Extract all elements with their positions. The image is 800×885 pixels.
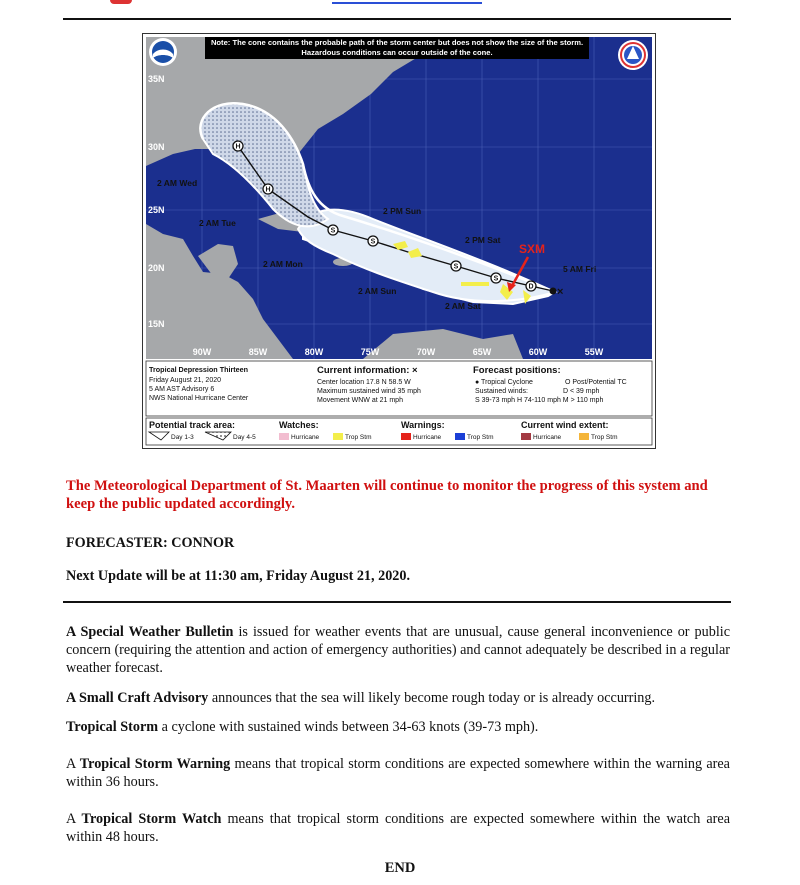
nws-logo-icon bbox=[618, 40, 648, 70]
movement: Movement WNW at 21 mph bbox=[317, 397, 403, 404]
sustained-label: Sustained winds: bbox=[475, 388, 528, 395]
svg-text:Trop Stm: Trop Stm bbox=[345, 434, 372, 441]
end-marker: END bbox=[384, 860, 416, 876]
storm-name: Tropical Depression Thirteen bbox=[149, 365, 249, 374]
info-panel bbox=[146, 361, 652, 416]
svg-text:20N: 20N bbox=[148, 263, 165, 273]
svg-text:60W: 60W bbox=[528, 347, 548, 357]
definition-small-craft: A Small Craft Advisory announces that the sea will likely become rough today or is already occurring. bbox=[66, 690, 656, 706]
legend-row bbox=[146, 418, 652, 445]
svg-text:Day 1-3: Day 1-3 bbox=[171, 434, 194, 441]
svg-text:2 AM Mon: 2 AM Mon bbox=[263, 259, 303, 269]
svg-text:2 AM Tue: 2 AM Tue bbox=[199, 218, 236, 228]
warnings-title: Warnings: bbox=[401, 420, 445, 430]
max-wind: Maximum sustained wind 35 mph bbox=[317, 388, 421, 395]
noaa-logo-icon bbox=[149, 38, 177, 66]
svg-text:Hurricane: Hurricane bbox=[291, 434, 320, 441]
svg-text:2 AM Sun: 2 AM Sun bbox=[358, 286, 397, 296]
point-letter: H bbox=[235, 143, 241, 151]
issuer: NWS National Hurricane Center bbox=[149, 395, 249, 402]
svg-text:70W: 70W bbox=[416, 347, 436, 357]
svg-text:2 AM Wed: 2 AM Wed bbox=[157, 178, 198, 188]
svg-text:Trop Stm: Trop Stm bbox=[467, 434, 494, 441]
track-title: Potential track area: bbox=[149, 420, 236, 430]
svg-text:2 PM Sun: 2 PM Sun bbox=[383, 206, 422, 216]
svg-text:90W: 90W bbox=[192, 347, 212, 357]
definition-special-bulletin: A Special Weather Bulletin is issued for weather events that are unusual, cause general inconvenience or public concern (requiring the attention and action of emergency authorities) and cannot adequately be described in a regular weather forecast. bbox=[66, 624, 730, 676]
point-letter: S bbox=[453, 263, 459, 271]
svg-text:80W: 80W bbox=[304, 347, 324, 357]
svg-text:2 PM Sat: 2 PM Sat bbox=[465, 235, 501, 245]
point-letter: H bbox=[265, 186, 271, 194]
d-range: D < 39 mph bbox=[563, 388, 600, 395]
svg-text:Day 4-5: Day 4-5 bbox=[233, 434, 256, 441]
wind-scale: S 39-73 mph H 74-110 mph M > 110 mph bbox=[475, 397, 604, 404]
svg-text:5 AM Fri: 5 AM Fri bbox=[563, 264, 597, 274]
definition-tropical-storm: Tropical Storm a cyclone with sustained winds between 34-63 knots (39-73 mph). bbox=[66, 719, 539, 735]
tc-legend: ● Tropical Cyclone bbox=[475, 379, 533, 386]
watches-title: Watches: bbox=[279, 420, 319, 430]
point-letter: S bbox=[370, 238, 376, 246]
svg-text:25N: 25N bbox=[148, 205, 165, 215]
svg-text:Hurricane: Hurricane bbox=[533, 434, 562, 441]
map-note: Note: The cone contains the probable path of the storm center but does not show the size of the storm. Hazardous conditions can occur outside of the cone. bbox=[210, 38, 584, 57]
forecast-title: Forecast positions: bbox=[473, 365, 561, 376]
svg-text:65W: 65W bbox=[472, 347, 492, 357]
definition-ts-watch: A Tropical Storm Watch means that tropical storm conditions are expected somewhere within the watch area within 48 hours. bbox=[66, 811, 731, 845]
svg-text:Trop Stm: Trop Stm bbox=[591, 434, 618, 441]
storm-track-map bbox=[142, 33, 656, 449]
current-position-marker: × bbox=[557, 286, 564, 298]
svg-text:2 AM Sat: 2 AM Sat bbox=[445, 301, 481, 311]
top-rule bbox=[63, 18, 731, 20]
sxm-label: SXM bbox=[519, 242, 546, 256]
current-info-title: Current information: × bbox=[317, 365, 418, 376]
post-legend: O Post/Potential TC bbox=[565, 379, 627, 386]
center-location: Center location 17.8 N 58.5 W bbox=[317, 379, 411, 386]
next-update: Next Update will be at 11:30 am, Friday August 21, 2020. bbox=[66, 568, 411, 584]
section-rule bbox=[63, 601, 731, 603]
definition-ts-warning: A Tropical Storm Warning means that tropical storm conditions are expected somewhere within the warning area within 36 hours. bbox=[66, 756, 730, 790]
storm-date: Friday August 21, 2020 bbox=[149, 377, 221, 384]
monitoring-notice: The Meteorological Department of St. Maarten will continue to monitor the progress of this system and keep the public updated accordingly. bbox=[66, 478, 708, 512]
svg-text:85W: 85W bbox=[248, 347, 268, 357]
point-letter: S bbox=[493, 275, 499, 283]
svg-text:75W: 75W bbox=[360, 347, 380, 357]
header-link-fragment bbox=[332, 2, 482, 4]
svg-text:15N: 15N bbox=[148, 319, 165, 329]
point-letter: S bbox=[330, 227, 336, 235]
advisory: 5 AM AST Advisory 6 bbox=[149, 386, 215, 393]
svg-text:55W: 55W bbox=[584, 347, 604, 357]
map-area bbox=[146, 37, 652, 359]
svg-text:35N: 35N bbox=[148, 74, 165, 84]
point-letter: D bbox=[528, 283, 534, 291]
svg-text:30N: 30N bbox=[148, 142, 165, 152]
forecaster: FORECASTER: CONNOR bbox=[66, 535, 235, 551]
header-logo-fragment bbox=[110, 0, 132, 4]
wind-extent-title: Current wind extent: bbox=[521, 420, 609, 430]
svg-text:Hurricane: Hurricane bbox=[413, 434, 442, 441]
